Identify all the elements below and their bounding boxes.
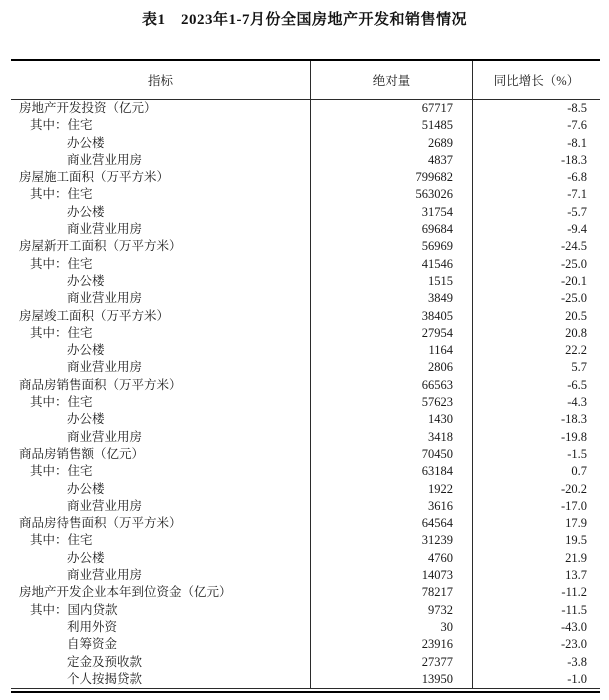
table-row (11, 532, 600, 549)
growth-cell: 22.2 (472, 342, 600, 359)
absolute-value-cell: 1515 (310, 273, 472, 290)
indicator-cell: 房屋新开工面积（万平方米） (19, 239, 182, 254)
table-row (11, 429, 600, 446)
growth-cell: 0.7 (472, 463, 600, 480)
absolute-value-cell: 1922 (310, 481, 472, 498)
table-row (11, 152, 600, 169)
growth-cell: -18.3 (472, 411, 600, 428)
growth-cell: -25.0 (472, 256, 600, 273)
column-header-growth: 同比增长（%） (472, 61, 600, 99)
absolute-value-cell: 13950 (310, 671, 472, 688)
indicator-cell: 其中：住宅 (30, 118, 93, 133)
table-body (11, 100, 600, 688)
table-row (11, 394, 600, 411)
indicator-cell: 定金及预收款 (67, 654, 143, 669)
absolute-value-cell: 1430 (310, 411, 472, 428)
absolute-value-cell: 69684 (310, 221, 472, 238)
indicator-cell: 商品房销售面积（万平方米） (19, 377, 182, 392)
growth-cell: -8.5 (472, 100, 600, 117)
table-row (11, 654, 600, 671)
absolute-value-cell: 41546 (310, 256, 472, 273)
table-row (11, 411, 600, 428)
growth-cell: -20.1 (472, 273, 600, 290)
absolute-value-cell: 3616 (310, 498, 472, 515)
table-row (11, 290, 600, 307)
growth-cell: -19.8 (472, 429, 600, 446)
absolute-value-cell: 30 (310, 619, 472, 636)
absolute-value-cell: 4760 (310, 550, 472, 567)
growth-cell: -43.0 (472, 619, 600, 636)
absolute-value-cell: 4837 (310, 152, 472, 169)
indicator-cell: 商业营业用房 (67, 222, 143, 237)
table-row (11, 377, 600, 394)
indicator-cell: 其中：住宅 (30, 325, 93, 340)
absolute-value-cell: 70450 (310, 446, 472, 463)
absolute-value-cell: 31754 (310, 204, 472, 221)
absolute-value-cell: 56969 (310, 238, 472, 255)
table-row (11, 100, 600, 117)
growth-cell: 19.5 (472, 532, 600, 549)
absolute-value-cell: 14073 (310, 567, 472, 584)
absolute-value-cell: 1164 (310, 342, 472, 359)
growth-cell: -5.7 (472, 204, 600, 221)
indicator-cell: 办公楼 (67, 135, 105, 150)
growth-cell: 20.5 (472, 308, 600, 325)
indicator-cell: 其中：住宅 (30, 395, 93, 410)
indicator-cell: 商业营业用房 (67, 568, 143, 583)
table-row (11, 498, 600, 515)
table-row (11, 186, 600, 203)
growth-cell: -1.5 (472, 446, 600, 463)
table-row (11, 359, 600, 376)
absolute-value-cell: 23916 (310, 636, 472, 653)
growth-cell: -4.3 (472, 394, 600, 411)
absolute-value-cell: 67717 (310, 100, 472, 117)
table-row (11, 584, 600, 601)
absolute-value-cell: 2806 (310, 359, 472, 376)
growth-cell: -18.3 (472, 152, 600, 169)
growth-cell: 20.8 (472, 325, 600, 342)
indicator-cell: 利用外资 (67, 619, 118, 634)
table-row (11, 636, 600, 653)
growth-cell: -7.1 (472, 186, 600, 203)
growth-cell: 21.9 (472, 550, 600, 567)
indicator-cell: 其中：住宅 (30, 187, 93, 202)
absolute-value-cell: 38405 (310, 308, 472, 325)
indicator-cell: 房地产开发投资（亿元） (19, 101, 157, 115)
absolute-value-cell: 3418 (310, 429, 472, 446)
absolute-value-cell: 57623 (310, 394, 472, 411)
absolute-value-cell: 31239 (310, 532, 472, 549)
table-row (11, 619, 600, 636)
table-row (11, 567, 600, 584)
table-row (11, 238, 600, 255)
indicator-cell: 其中：国内贷款 (30, 602, 118, 617)
indicator-cell: 办公楼 (67, 273, 105, 288)
column-header-absolute: 绝对量 (310, 61, 472, 99)
table-row (11, 602, 600, 619)
growth-cell: -24.5 (472, 238, 600, 255)
statistics-table (11, 59, 600, 693)
absolute-value-cell: 27954 (310, 325, 472, 342)
column-header-indicator: 指标 (147, 74, 173, 88)
indicator-cell: 个人按揭贷款 (67, 671, 143, 686)
indicator-cell: 商业营业用房 (67, 291, 143, 306)
table-title: 表1 2023年1-7月份全国房地产开发和销售情况 (142, 12, 467, 28)
growth-cell: -25.0 (472, 290, 600, 307)
indicator-cell: 办公楼 (67, 343, 105, 358)
absolute-value-cell: 78217 (310, 584, 472, 601)
absolute-value-cell: 64564 (310, 515, 472, 532)
table-row (11, 463, 600, 480)
indicator-cell: 房地产开发企业本年到位资金（亿元） (19, 585, 232, 600)
growth-cell: -6.8 (472, 169, 600, 186)
growth-cell: 5.7 (472, 359, 600, 376)
absolute-value-cell: 63184 (310, 463, 472, 480)
table-row (11, 325, 600, 342)
absolute-value-cell: 66563 (310, 377, 472, 394)
absolute-value-cell: 2689 (310, 135, 472, 152)
table-row (11, 273, 600, 290)
indicator-cell: 办公楼 (67, 481, 105, 496)
growth-cell: -1.0 (472, 671, 600, 688)
indicator-cell: 商业营业用房 (67, 429, 143, 444)
table-row (11, 117, 600, 134)
indicator-cell: 办公楼 (67, 550, 105, 565)
growth-cell: -8.1 (472, 135, 600, 152)
absolute-value-cell: 9732 (310, 602, 472, 619)
growth-cell: -17.0 (472, 498, 600, 515)
growth-cell: -11.5 (472, 602, 600, 619)
growth-cell: -7.6 (472, 117, 600, 134)
indicator-cell: 办公楼 (67, 204, 105, 219)
indicator-cell: 其中：住宅 (30, 533, 93, 548)
table-row (11, 446, 600, 463)
indicator-cell: 其中：住宅 (30, 464, 93, 479)
absolute-value-cell: 3849 (310, 290, 472, 307)
absolute-value-cell: 799682 (310, 169, 472, 186)
growth-cell: -20.2 (472, 481, 600, 498)
indicator-cell: 商品房销售额（亿元） (19, 446, 145, 461)
indicator-cell: 自筹资金 (67, 637, 118, 652)
indicator-cell: 商业营业用房 (67, 152, 143, 167)
table-row (11, 671, 600, 688)
growth-cell: -3.8 (472, 654, 600, 671)
indicator-cell: 商业营业用房 (67, 360, 143, 375)
table-row (11, 256, 600, 273)
growth-cell: 17.9 (472, 515, 600, 532)
table-row (11, 515, 600, 532)
growth-cell: -9.4 (472, 221, 600, 238)
table-row (11, 221, 600, 238)
indicator-cell: 商业营业用房 (67, 498, 143, 513)
table-row (11, 342, 600, 359)
growth-cell: -11.2 (472, 584, 600, 601)
absolute-value-cell: 563026 (310, 186, 472, 203)
indicator-cell: 商品房待售面积（万平方米） (19, 516, 182, 531)
table-row (11, 308, 600, 325)
indicator-cell: 其中：住宅 (30, 256, 93, 271)
growth-cell: -23.0 (472, 636, 600, 653)
table-bottom-rule-thick (11, 691, 600, 693)
table-row (11, 550, 600, 567)
absolute-value-cell: 27377 (310, 654, 472, 671)
table-row (11, 169, 600, 186)
indicator-cell: 办公楼 (67, 412, 105, 427)
growth-cell: 13.7 (472, 567, 600, 584)
table-row (11, 481, 600, 498)
table-row (11, 135, 600, 152)
indicator-cell: 房屋竣工面积（万平方米） (19, 308, 170, 323)
indicator-cell: 房屋施工面积（万平方米） (19, 170, 170, 185)
table-row (11, 204, 600, 221)
growth-cell: -6.5 (472, 377, 600, 394)
absolute-value-cell: 51485 (310, 117, 472, 134)
table-header-row (11, 61, 600, 100)
